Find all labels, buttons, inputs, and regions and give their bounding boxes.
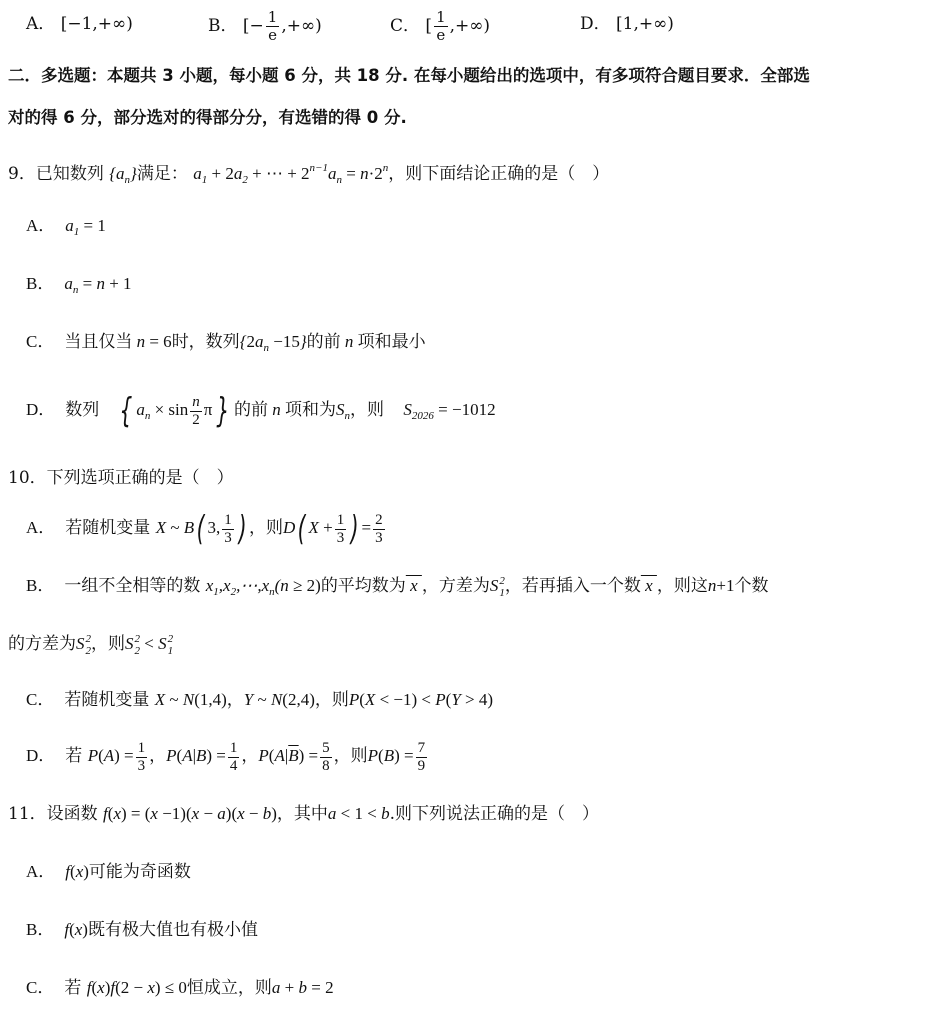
question-10-stem bbox=[8, 466, 234, 490]
option-text: ，则 bbox=[248, 518, 283, 538]
option-label: C． bbox=[26, 690, 55, 709]
question-9-option-a: A． $a_1 = 1$ bbox=[26, 216, 106, 238]
option-label: C． bbox=[26, 332, 55, 351]
option-text: 若随机变量 bbox=[64, 690, 150, 710]
option-label: C． bbox=[390, 16, 421, 36]
question-11-option-c: C． 若 f(x)f(2 − x) ≤ 0恒成立，则a + b = 2 bbox=[26, 978, 334, 998]
option-label: C． bbox=[26, 978, 55, 997]
math-expression: $a_1 + 2a_2$ + ⋯ + $2^{n-1}a_n = n\cdot 2^n$ bbox=[193, 162, 389, 186]
stem-text: 已知数列 bbox=[35, 164, 104, 184]
option-label: A． bbox=[26, 518, 56, 537]
question-10-option-c: C． 若随机变量 X ~ N(1,4)，Y ~ N(2,4)，则P(X < −1) < P(Y > 4) bbox=[26, 690, 494, 710]
option-label: D． bbox=[26, 400, 56, 419]
stem-text: .则下列说法正确的是（ ） bbox=[389, 804, 600, 824]
question-9-option-d: D． 数列 { $a_n \times \sin$ $\frac{n}{2}$ π } 的前 n 项和为$S_n$，则 $S_{2026} = -1012$ bbox=[26, 391, 496, 432]
option-text: 可能为奇函数 bbox=[88, 862, 191, 882]
option-text: 的前 bbox=[306, 332, 341, 352]
stem-text: ，则下面结论正确的是（ ） bbox=[388, 164, 610, 184]
option-text: 数列 bbox=[65, 400, 100, 420]
option-text: 的方差为 bbox=[8, 634, 76, 654]
prev-option-b bbox=[208, 6, 322, 46]
option-text: ， bbox=[149, 746, 167, 766]
option-label: A． bbox=[26, 862, 56, 881]
option-text: 当且仅当 bbox=[64, 332, 133, 352]
option-text: ，则 bbox=[91, 634, 125, 654]
stem-text: ，其中 bbox=[276, 804, 328, 824]
question-11-option-b: B． f(x)既有极大值也有极小值 bbox=[26, 920, 258, 940]
question-11-stem: 11．设函数 f(x) = (x −1)(x − a)(x − b)，其中a < 1 < b.则下列说法正确的是（ ） bbox=[8, 804, 600, 824]
option-tail: ,+∞) bbox=[449, 16, 491, 36]
option-text: 一组不全相等的数 bbox=[64, 576, 201, 596]
section-header-line2: 对的得 6 分，部分选对的得部分分，有选错的得 0 分. bbox=[8, 108, 407, 127]
option-label: D． bbox=[26, 746, 56, 765]
option-text: 个数 bbox=[734, 576, 769, 596]
option-text: ，若再插入一个数 bbox=[504, 576, 641, 596]
option-text: 时，数列 bbox=[171, 332, 240, 352]
option-text: 项和为 bbox=[285, 400, 336, 420]
option-value: [1,+∞) bbox=[616, 14, 674, 34]
option-label: D． bbox=[580, 14, 611, 34]
stem-text: 设函数 bbox=[46, 804, 98, 824]
question-10-option-b: B． 一组不全相等的数 $x_1,x_2,\cdots,x_n(n \ge 2)$的平均数为 x ，方差为S 2 1 ，若再插入一个数 x ，则这n+1个数 bbox=[26, 575, 769, 600]
option-label: B． bbox=[208, 16, 238, 36]
question-9-option-c: C． 当且仅当 n = 6时，数列$\{2a_n -15\}$的前 n 项和最小 bbox=[26, 332, 426, 354]
option-text: 恒成立，则 bbox=[186, 978, 272, 998]
denominator: e bbox=[436, 26, 446, 44]
option-text: 既有极大值也有极小值 bbox=[87, 920, 258, 940]
option-bracket: [ bbox=[425, 16, 433, 36]
option-text: 若 bbox=[64, 978, 82, 998]
prev-option-d bbox=[580, 12, 674, 36]
fraction bbox=[266, 9, 280, 44]
question-10-option-a: A． 若随机变量 X ~ B( 3, $\frac{1}{3}$ ) ，则D( X + $\frac{1}{3}$ ) = $\frac{2}{3}$ bbox=[26, 509, 383, 550]
option-text: 若随机变量 bbox=[65, 518, 151, 538]
option-label: B． bbox=[26, 274, 55, 293]
question-10-option-d: D． 若 P(A) = $\frac{1}{3}$ ，P(A|B) = $\frac{1}{4}$ ，$P(A|\overline{B})$ = $\frac{5}{8}$ ，则P(B) = $\frac{7}{9}$ bbox=[26, 736, 429, 776]
question-number: 9． bbox=[8, 164, 36, 184]
option-text: 项和最小 bbox=[357, 332, 426, 352]
question-9-stem: 9．已知数列 $\{a_n\}$满足： $a_1 + 2a_2$ + ⋯ + $2^{n-1}a_n = n\cdot 2^n$，则下面结论正确的是（ ） bbox=[8, 162, 610, 186]
option-tail: ,+∞) bbox=[281, 16, 322, 36]
option-text: ， bbox=[226, 690, 244, 710]
prev-option-c bbox=[390, 6, 490, 46]
question-11-option-a: A． f(x)可能为奇函数 bbox=[26, 862, 191, 882]
option-text: 的前 bbox=[234, 400, 268, 420]
question-number: 11． bbox=[8, 804, 47, 824]
question-9-option-b: B． $a_n = n + 1$ bbox=[26, 274, 132, 296]
section-header-line1: 二．多选题：本题共 3 小题，每小题 6 分，共 18 分. 在每小题给出的选项中，有多项符合题目要求．全部选 bbox=[8, 66, 810, 85]
numerator: 1 bbox=[267, 8, 278, 26]
option-text: ，则这 bbox=[656, 576, 708, 596]
option-label: B． bbox=[26, 576, 55, 595]
question-10-option-b-cont: 的方差为S 2 2 ，则S 2 2 < S 2 1 bbox=[8, 633, 174, 658]
option-text: ，则 bbox=[314, 690, 349, 710]
option-text: ， bbox=[241, 746, 259, 766]
option-text: ，方差为 bbox=[421, 576, 490, 596]
option-text: ，则 bbox=[350, 400, 384, 420]
numerator: 1 bbox=[436, 8, 446, 26]
fraction bbox=[434, 9, 448, 44]
option-label: A． bbox=[26, 216, 56, 235]
question-number: 10． bbox=[8, 468, 47, 488]
option-text: 若 bbox=[65, 746, 83, 766]
stem-text: 下列选项正确的是（ ） bbox=[46, 468, 234, 488]
stem-text: 满足： bbox=[136, 164, 188, 184]
denominator: e bbox=[268, 26, 278, 44]
option-label: B． bbox=[26, 920, 55, 939]
option-bracket: [− bbox=[242, 16, 264, 36]
prev-option-a bbox=[26, 12, 133, 36]
option-text: 的平均数为 bbox=[320, 576, 406, 596]
option-text: ，则 bbox=[333, 746, 368, 766]
option-label: A． bbox=[26, 14, 56, 34]
option-value: [−1,+∞) bbox=[60, 14, 133, 34]
